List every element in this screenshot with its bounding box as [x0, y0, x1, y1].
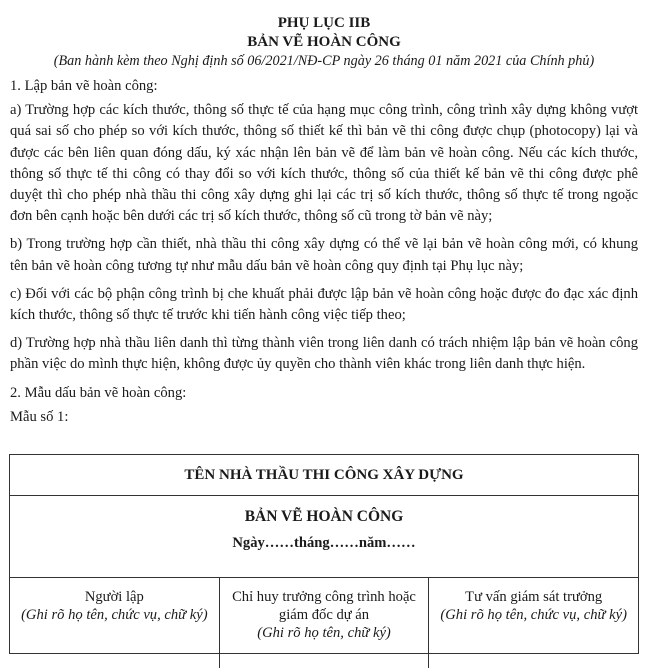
- section-1-item-c: c) Đối với các bộ phận công trình bị che khuất phải được lập bản vẽ hoàn công hoặc được đo đạc xác định kích thước, thông số thực tế trước khi tiến hành công việc tiếp theo;: [10, 285, 638, 324]
- signature-row: [10, 578, 638, 668]
- section-1-item-a: a) Trường hợp các kích thước, thông số thực tế của hạng mục công trình, công trình xây dựng không vượt quá sai số cho phép so với kích thước, thông số thiết kế thì bản vẽ thi công được chụp (photocopy) lại và được các bên liên quan đóng dấu, ký xác nhận lên bản vẽ để làm bản vẽ hoàn công. Nếu các kích thước, thông số thực tế thi công có thay đổi so với kích thước, thông số của thiết kế bản vẽ thi công được phê duyệt thì cho phép nhà thầu thi công xây dựng ghi lại các trị số kích thước, thông số thực tế trong ngoặc đơn bên cạnh hoặc bên dưới các trị số kích thước, thông số cũ trong tờ bản vẽ này;: [10, 102, 638, 225]
- as-built-stamp-table: [9, 454, 639, 654]
- signature-cell-preparer: [10, 578, 219, 668]
- stamp-heading: BẢN VẼ HOÀN CÔNG: [244, 508, 404, 525]
- stamp-date-line: Ngày……tháng……năm……: [232, 535, 416, 551]
- contractor-name: TÊN NHÀ THẦU THI CÔNG XÂY DỰNG: [184, 466, 464, 483]
- appendix-title: PHỤ LỤC IIB: [277, 15, 371, 31]
- sample-label: Mẫu số 1:: [10, 408, 69, 425]
- supervisor-note: (Ghi rõ họ tên, chức vụ, chữ ký): [440, 607, 627, 623]
- issued-note: (Ban hành kèm theo Nghị định số 06/2021/NĐ-CP ngày 26 tháng 01 năm 2021 của Chính phủ): [53, 53, 595, 69]
- section-1-item-d: d) Trường hợp nhà thầu liên danh thì từng thành viên trong liên danh có trách nhiệm lập bản vẽ hoàn công phần việc do mình thực hiện, không được ủy quyền cho thành viên khác trong liên danh thực hiện.: [10, 335, 638, 373]
- document-heading: BẢN VẼ HOÀN CÔNG: [247, 34, 401, 50]
- section-1-title: 1. Lập bản vẽ hoàn công:: [10, 78, 158, 94]
- site-commander-title: Chỉ huy trưởng công trình hoặc giám đốc dự án: [232, 589, 416, 623]
- site-commander-note: (Ghi rõ họ tên, chữ ký): [257, 625, 391, 641]
- supervisor-title: Tư vấn giám sát trưởng: [465, 589, 603, 605]
- section-2-title: 2. Mẫu dấu bản vẽ hoàn công:: [10, 384, 187, 401]
- contractor-name-row: [10, 455, 638, 496]
- signature-cell-supervisor: [428, 578, 638, 668]
- stamp-heading-row: [10, 507, 638, 578]
- preparer-note: (Ghi rõ họ tên, chức vụ, chữ ký): [21, 607, 208, 623]
- signature-cell-site-commander: [219, 578, 429, 668]
- section-1-item-b: b) Trong trường hợp cần thiết, nhà thầu thi công xây dựng có thể vẽ lại bản vẽ hoàn công mới, có khung tên bản vẽ hoàn công tương tự như mẫu dấu bản vẽ hoàn công quy định tại Phụ lục này;: [10, 236, 638, 274]
- preparer-title: Người lập: [84, 589, 144, 605]
